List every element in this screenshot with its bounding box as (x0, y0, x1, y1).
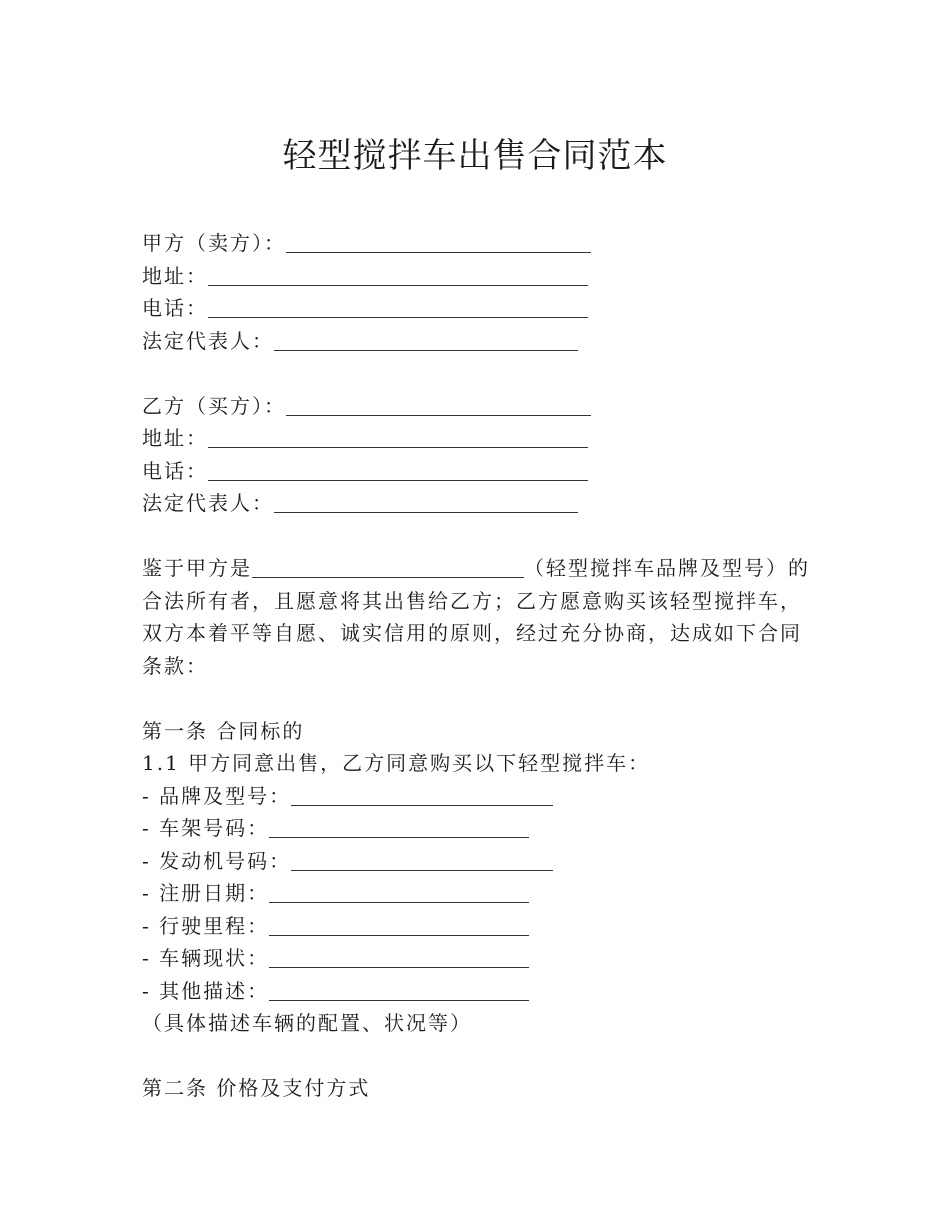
contract-body (142, 227, 822, 1105)
party-b-address-blank[interactable] (208, 425, 588, 448)
item-mileage-line (142, 910, 822, 943)
party-a-heading: 甲方（卖方）： (142, 231, 286, 255)
item-label: - 其他描述： (142, 978, 270, 1003)
item-registration-date-line (142, 877, 822, 910)
vehicle-model-blank[interactable] (252, 555, 524, 578)
document-title: 轻型搅拌车出售合同范本 (282, 136, 668, 176)
spacer (142, 357, 822, 390)
party-a-address-blank[interactable] (208, 263, 588, 286)
party-b-rep-label: 法定代表人： (142, 491, 274, 515)
article-1-note: （具体描述车辆的配置、状况等） (142, 1011, 472, 1035)
party-a-rep-line (142, 325, 822, 358)
preamble-prefix: 鉴于甲方是 (142, 556, 252, 580)
party-a-heading-line (142, 227, 822, 260)
article-1-heading: 第一条 合同标的 (142, 718, 305, 743)
spacer (142, 1040, 822, 1073)
party-b-phone-blank[interactable] (208, 458, 588, 481)
item-label: - 行驶里程： (142, 913, 270, 938)
party-b-phone-line (142, 455, 822, 488)
registration-date-blank[interactable] (269, 880, 529, 903)
party-a-rep-label: 法定代表人： (142, 328, 274, 353)
item-label: - 注册日期： (142, 881, 270, 905)
party-b-name-blank[interactable] (286, 393, 591, 416)
brand-model-blank[interactable] (291, 783, 553, 806)
party-b-rep-line (142, 487, 822, 520)
spacer (142, 520, 822, 553)
engine-number-blank[interactable] (291, 848, 553, 871)
item-label: - 车架号码： (142, 816, 270, 840)
item-label: - 品牌及型号： (142, 783, 292, 808)
party-b-address-label: 地址： (142, 426, 208, 450)
party-b-address-line (142, 422, 822, 455)
party-a-rep-blank[interactable] (274, 328, 578, 351)
preamble-suffix: （轻型搅拌车品牌及型号）的合法所有者，且愿意将其出售给乙方；乙方愿意购买该轻型搅拌车，双方本着平等自愿、诚实信用的原则，经过充分协商，达成如下合同条款： (142, 556, 810, 678)
item-condition-line (142, 942, 822, 975)
party-a-address-line (142, 260, 822, 293)
item-label: - 车辆现状： (142, 946, 270, 970)
party-b-phone-label: 电话： (142, 458, 208, 483)
article-1-clause: 1.1 甲方同意出售，乙方同意购买以下轻型搅拌车： (142, 751, 651, 775)
other-description-blank[interactable] (269, 978, 529, 1001)
preamble-paragraph (142, 552, 822, 682)
condition-blank[interactable] (269, 945, 529, 968)
party-b-rep-blank[interactable] (274, 490, 578, 513)
item-frame-number-line (142, 812, 822, 845)
party-b-heading-line (142, 390, 822, 423)
mileage-blank[interactable] (269, 913, 529, 936)
spacer (142, 682, 822, 715)
party-a-phone-line (142, 292, 822, 325)
party-a-name-blank[interactable] (286, 230, 591, 253)
item-label: - 发动机号码： (142, 848, 292, 873)
frame-number-blank[interactable] (269, 815, 529, 838)
party-a-phone-blank[interactable] (208, 295, 588, 318)
party-b-heading: 乙方（买方）： (142, 393, 286, 418)
party-a-phone-label: 电话： (142, 296, 208, 320)
party-a-address-label: 地址： (142, 263, 208, 288)
item-brand-model-line (142, 780, 822, 813)
article-2-heading: 第二条 价格及支付方式 (142, 1076, 371, 1100)
item-other-line (142, 975, 822, 1008)
item-engine-number-line (142, 845, 822, 878)
